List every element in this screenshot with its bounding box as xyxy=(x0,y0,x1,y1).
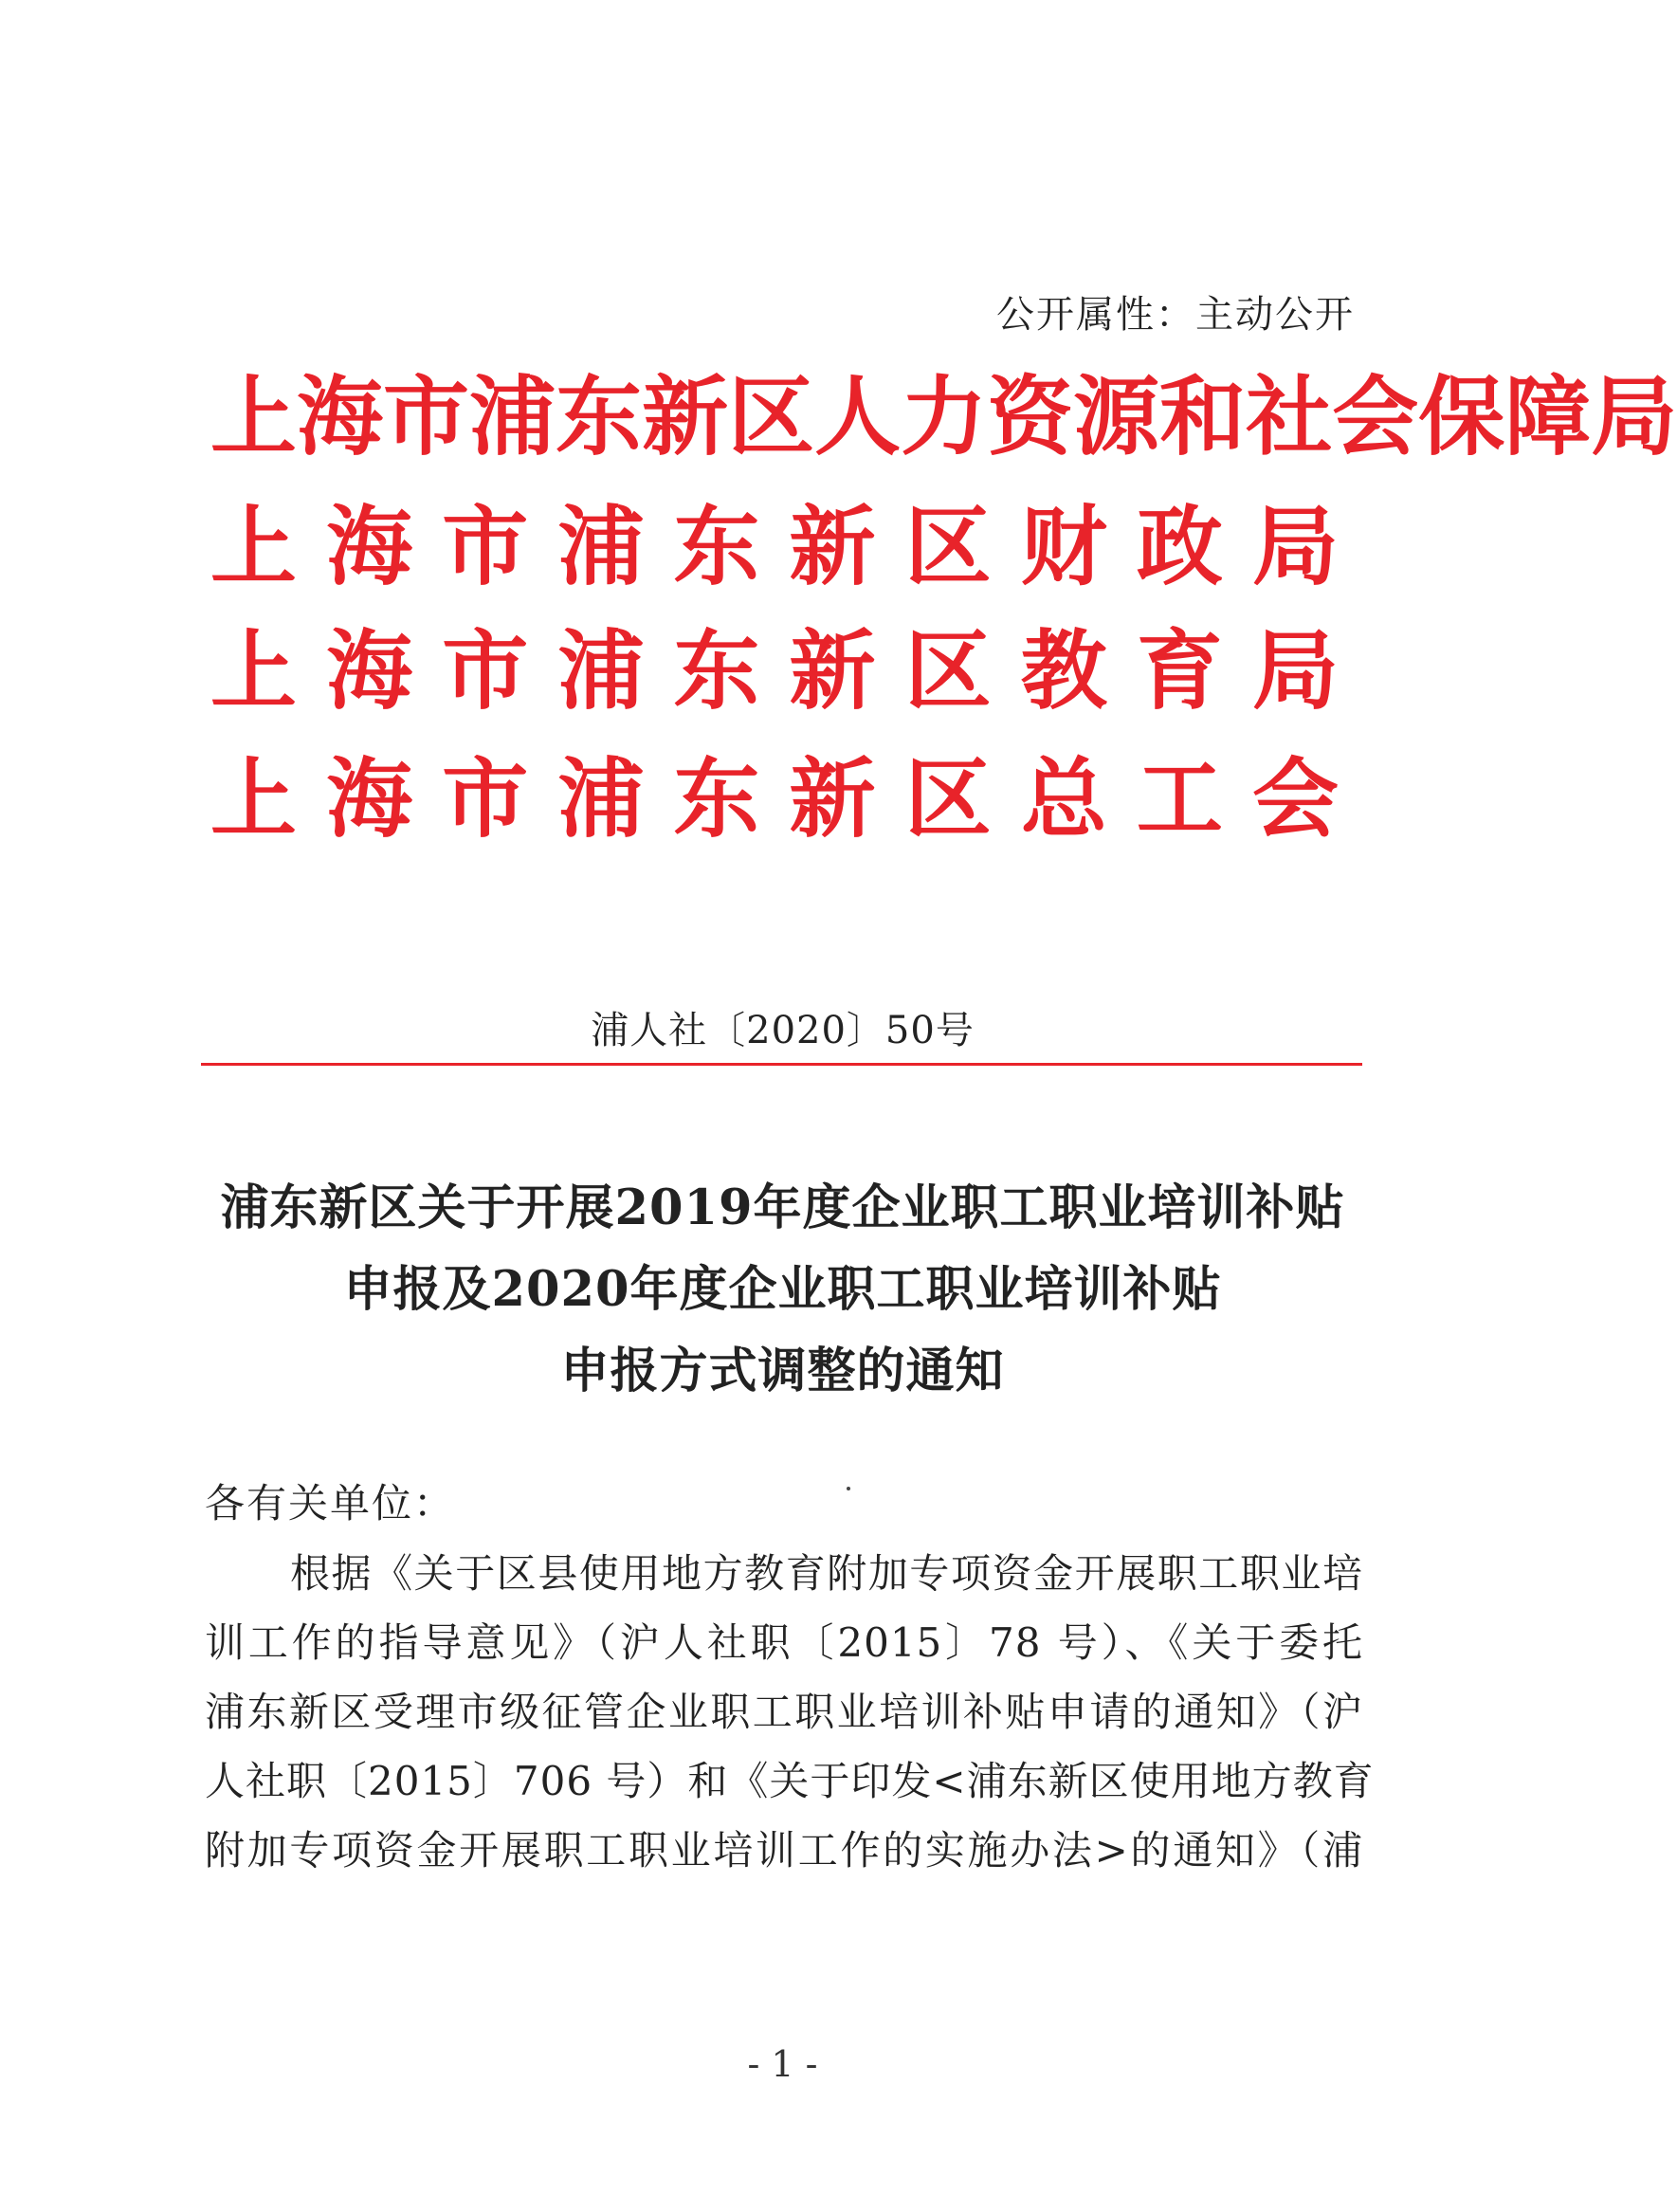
issuer-char: 财 xyxy=(1020,497,1107,597)
issuer-char: 东 xyxy=(673,749,760,850)
issuer-char: 会 xyxy=(1332,367,1419,467)
issuer-char: 市 xyxy=(442,621,529,722)
title-line-3: 申报方式调整的通知 xyxy=(560,1343,1005,1399)
issuer-char: 新 xyxy=(789,497,876,597)
issuer-char: 源 xyxy=(1073,367,1160,467)
issuer-char: 区 xyxy=(904,621,992,722)
body-line: 浦东新区受理市级征管企业职工职业培训补贴申请的通知》（沪 xyxy=(205,1689,1363,1735)
issuer-char: 上 xyxy=(210,749,298,850)
issuer-char: 力 xyxy=(901,367,988,467)
issuer-char: 上 xyxy=(210,497,298,597)
issuer-char: 区 xyxy=(904,497,992,597)
issuer-trade-union xyxy=(210,749,1339,851)
issuer-char: 上 xyxy=(210,621,298,722)
issuer-char: 浦 xyxy=(557,621,645,722)
issuer-char: 市 xyxy=(383,367,470,467)
issuer-char: 海 xyxy=(326,497,413,597)
issuer-char: 局 xyxy=(1251,621,1339,722)
issuer-char: 教 xyxy=(1020,621,1107,722)
page-number: - 1 - xyxy=(747,2043,818,2085)
issuer-char: 市 xyxy=(442,749,529,850)
issuer-char: 东 xyxy=(673,497,760,597)
issuer-char: 区 xyxy=(904,749,992,850)
title-line-2: 申报及2020年度企业职工职业培训补贴 xyxy=(343,1261,1222,1318)
issuer-char: 和 xyxy=(1159,367,1247,467)
issuer-char: 市 xyxy=(442,497,529,597)
body-line: 附加专项资金开展职工职业培训工作的实施办法>的通知》（浦 xyxy=(205,1827,1363,1874)
body-line: 人社职〔2015〕706 号）和《关于印发<浦东新区使用地方教育 xyxy=(205,1758,1375,1804)
issuer-char: 局 xyxy=(1591,367,1677,467)
issuer-char: 浦 xyxy=(557,749,645,850)
issuer-char: 局 xyxy=(1251,497,1339,597)
body-line: 根据《关于区县使用地方教育附加专项资金开展职工职业培 xyxy=(290,1550,1363,1597)
issuer-char: 浦 xyxy=(557,497,645,597)
title-line-1: 浦东新区关于开展2019年度企业职工职业培训补贴 xyxy=(220,1179,1345,1236)
issuer-char: 总 xyxy=(1020,749,1107,850)
issuer-char: 海 xyxy=(326,749,413,850)
issuer-char: 新 xyxy=(642,367,729,467)
issuer-char: 政 xyxy=(1136,497,1223,597)
issuer-char: 海 xyxy=(297,367,384,467)
body-line: 训工作的指导意见》（沪人社职〔2015〕78 号）、《关于委托 xyxy=(205,1619,1363,1666)
issuer-char: 工 xyxy=(1136,749,1223,850)
issuer-char: 育 xyxy=(1136,621,1223,722)
document-number: 浦人社〔2020〕50号 xyxy=(591,1009,975,1052)
issuer-char: 资 xyxy=(987,367,1074,467)
issuer-char: 东 xyxy=(556,367,643,467)
issuer-char: 会 xyxy=(1251,749,1339,850)
issuer-char: 障 xyxy=(1504,367,1592,467)
issuer-education-bureau xyxy=(210,621,1339,723)
issuer-char: 海 xyxy=(326,621,413,722)
issuer-char: 浦 xyxy=(469,367,556,467)
issuer-hr-bureau xyxy=(210,367,1677,469)
scan-speck xyxy=(847,1487,850,1490)
issuer-char: 上 xyxy=(210,367,298,467)
red-divider-rule xyxy=(201,1063,1362,1066)
salutation: 各有关单位： xyxy=(205,1480,456,1526)
issuer-char: 新 xyxy=(789,749,876,850)
issuer-char: 新 xyxy=(789,621,876,722)
disclosure-attribute: 公开属性：主动公开 xyxy=(996,293,1355,337)
issuer-char: 社 xyxy=(1246,367,1333,467)
issuer-char: 人 xyxy=(814,367,902,467)
issuer-char: 东 xyxy=(673,621,760,722)
issuer-char: 区 xyxy=(728,367,815,467)
issuer-finance-bureau xyxy=(210,497,1339,599)
issuer-char: 保 xyxy=(1418,367,1505,467)
